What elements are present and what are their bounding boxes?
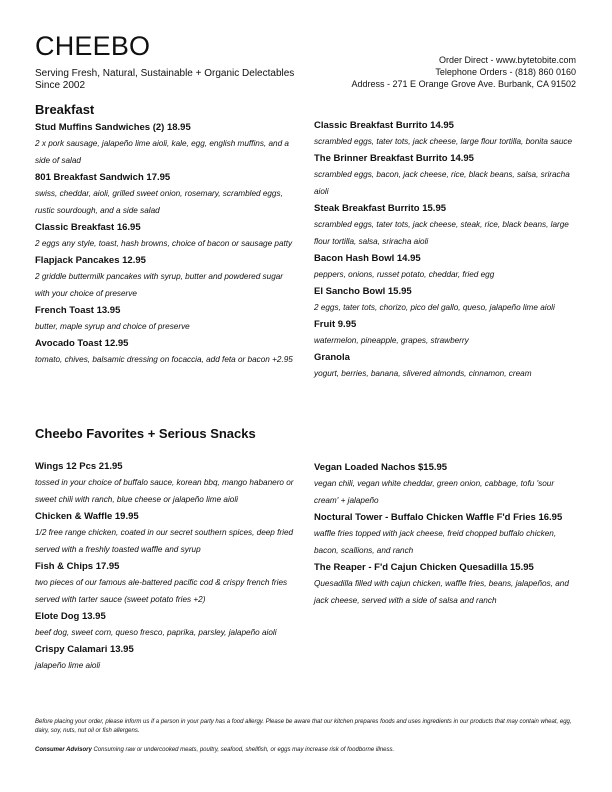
- item-description: scrambled eggs, tater tots, jack cheese, steak, rice, black beans, large flour tortilla, salsa, sriracha aioli: [314, 220, 569, 246]
- breakfast-left-column: [35, 121, 297, 370]
- tagline-line: Serving Fresh, Natural, Sustainable + Organic Delectables: [35, 68, 295, 79]
- item-description: two pieces of our famous ale-battered pacific cod & crispy french fries served with tarter sauce (sweet potato fries +2): [35, 578, 288, 604]
- menu-item: [314, 318, 580, 349]
- menu-item: [35, 460, 297, 508]
- item-name: El Sancho Bowl 15.95: [314, 286, 412, 297]
- menu-item: [314, 119, 580, 150]
- item-description: Quesadilla filled with cajun chicken, waffle fries, beans, jalapeños, and jack cheese, served with a side of salsa and ranch: [314, 579, 569, 605]
- item-description: butter, maple syrup and choice of preserve: [35, 322, 190, 331]
- advisory-label: Consumer Advisory: [35, 747, 92, 753]
- consumer-advisory: [35, 746, 585, 755]
- menu-item: [35, 121, 297, 169]
- item-name: Fruit 9.95: [314, 319, 357, 330]
- item-description: watermelon, pineapple, grapes, strawberry: [314, 336, 469, 345]
- item-description: 2 x pork sausage, jalapeño lime aioli, kale, egg, english muffins, and a side of salad: [35, 139, 289, 165]
- menu-item: [314, 351, 580, 382]
- item-description: beef dog, sweet corn, queso fresco, paprika, parsley, jalapeño aioli: [35, 628, 277, 637]
- menu-item: [35, 221, 297, 252]
- menu-item: [35, 510, 297, 558]
- contact-info: [352, 54, 576, 90]
- menu-item: [314, 461, 580, 509]
- menu-item: [35, 643, 297, 674]
- since-line: Since 2002: [35, 80, 86, 91]
- item-name: The Brinner Breakfast Burrito 14.95: [314, 153, 474, 164]
- telephone-orders[interactable]: Telephone Orders - (818) 860 0160: [435, 67, 576, 77]
- menu-item: [314, 511, 580, 559]
- item-name: Flapjack Pancakes 12.95: [35, 255, 146, 266]
- restaurant-title: CHEEBO: [35, 31, 151, 61]
- item-name: Classic Breakfast 16.95: [35, 222, 141, 233]
- item-description: tomato, chives, balsamic dressing on focaccia, add feta or bacon +2.95: [35, 355, 293, 364]
- item-name: French Toast 13.95: [35, 305, 121, 316]
- menu-item: [314, 252, 580, 283]
- item-name: 801 Breakfast Sandwich 17.95: [35, 172, 171, 183]
- item-name: Fish & Chips 17.95: [35, 561, 120, 572]
- item-name: Vegan Loaded Nachos $15.95: [314, 462, 448, 473]
- item-description: 2 eggs any style, toast, hash browns, choice of bacon or sausage patty: [35, 239, 293, 248]
- item-name: Classic Breakfast Burrito 14.95: [314, 120, 454, 131]
- item-name: Steak Breakfast Burrito 15.95: [314, 203, 447, 214]
- item-name: The Reaper - F'd Cajun Chicken Quesadilla 15.95: [314, 562, 534, 573]
- item-description: scrambled eggs, bacon, jack cheese, rice, black beans, salsa, sriracha aioli: [314, 170, 570, 196]
- item-name: Chicken & Waffle 19.95: [35, 511, 139, 522]
- item-name: Elote Dog 13.95: [35, 611, 106, 622]
- favorites-left-column: [35, 460, 297, 676]
- item-name: Bacon Hash Bowl 14.95: [314, 253, 421, 264]
- item-description: 2 griddle buttermilk pancakes with syrup, butter and powdered sugar with your choice of preserve: [35, 272, 284, 298]
- menu-item: [35, 560, 297, 608]
- item-name: Crispy Calamari 13.95: [35, 644, 134, 655]
- menu-item: [35, 171, 297, 219]
- address: Address - 271 E Orange Grove Ave. Burbank, CA 91502: [351, 79, 576, 89]
- item-description: waffle fries topped with jack cheese, freid chopped buffalo chicken, bacon, scallions, and ranch: [314, 529, 557, 555]
- favorites-right-column: [314, 461, 580, 611]
- section-title-favorites: Cheebo Favorites + Serious Snacks: [35, 426, 256, 441]
- menu-item: [314, 561, 580, 609]
- item-name: Noctural Tower - Buffalo Chicken Waffle F'd Fries 16.95: [314, 512, 563, 523]
- item-description: yogurt, berries, banana, slivered almonds, cinnamon, cream: [314, 369, 532, 378]
- item-description: tossed in your choice of buffalo sauce, korean bbq, mango habanero or sweet chili with ranch, blue cheese or jalapeño lime aioli: [35, 478, 294, 504]
- item-name: Avocado Toast 12.95: [35, 338, 129, 349]
- item-name: Stud Muffins Sandwiches (2) 18.95: [35, 122, 191, 133]
- section-title-breakfast: Breakfast: [35, 102, 95, 117]
- order-direct[interactable]: Order Direct - www.bytetobite.com: [438, 55, 576, 65]
- item-description: jalapeño lime aioli: [35, 661, 101, 670]
- item-description: scrambled eggs, tater tots, jack cheese, large flour tortilla, bonita sauce: [314, 137, 573, 146]
- item-description: 2 eggs, tater tots, chorizo, pico del gallo, queso, jalapeño lime aioli: [314, 303, 555, 312]
- allergy-note: Before placing your order, please inform us if a person in your party has a food allergy. Please be aware that our kitchen prepares foods and uses ingredients in our products that may contain wheat, egg, dairy, soy, nuts, nut oil or fish allergens.: [35, 719, 572, 734]
- menu-item: [314, 152, 580, 200]
- advisory-text: Consuming raw or undercooked meats, poultry, seafood, shellfish, or eggs may increase risk of foodborne illness.: [91, 747, 395, 753]
- item-name: Granola: [314, 352, 350, 363]
- menu-item: [314, 285, 580, 316]
- item-description: vegan chili, vegan white cheddar, green onion, cabbage, tofu 'sour cream' + jalapeño: [314, 479, 555, 505]
- menu-item: [35, 610, 297, 641]
- menu-item: [35, 304, 297, 335]
- menu-item: [35, 254, 297, 302]
- menu-item: [314, 202, 580, 250]
- item-name: Wings 12 Pcs 21.95: [35, 461, 123, 472]
- item-description: peppers, onions, russet potato, cheddar, fried egg: [314, 270, 495, 279]
- tagline: [35, 68, 315, 92]
- item-description: swiss, cheddar, aioli, grilled sweet onion, rosemary, scrambled eggs, rustic sourdough, and a side salad: [35, 189, 283, 215]
- item-description: 1/2 free range chicken, coated in our secret southern spices, deep fried served with a freshly toasted waffle and syrup: [35, 528, 294, 554]
- menu-item: [35, 337, 297, 368]
- breakfast-right-column: [314, 119, 580, 384]
